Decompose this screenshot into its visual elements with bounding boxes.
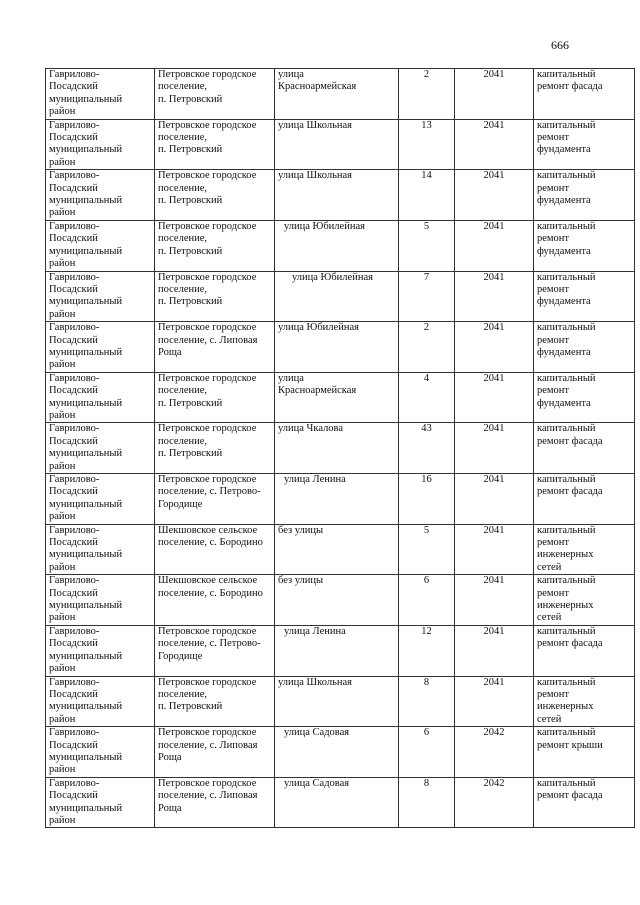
district-cell-text: Гаврилово- Посадский муниципальный район: [49, 423, 123, 472]
table-row: [46, 625, 635, 676]
year-cell-text: 2042: [483, 777, 505, 789]
year-cell-text: 2041: [483, 322, 505, 334]
house-number-cell-text: 5: [423, 220, 430, 232]
house-number-cell-text: 5: [423, 524, 430, 536]
table-row: [46, 372, 635, 423]
street-cell: [275, 676, 399, 727]
street-cell: [275, 220, 399, 271]
year-cell-text: 2041: [483, 271, 505, 283]
district-cell: [46, 625, 155, 676]
house-number-cell: [399, 119, 455, 170]
district-cell-text: Гаврилово- Посадский муниципальный район: [49, 727, 123, 776]
year-cell-text: 2041: [483, 69, 505, 80]
street-cell-text: улица Садовая: [284, 727, 350, 739]
street-cell: [275, 69, 399, 120]
house-number-cell: [399, 69, 455, 120]
street-cell: [275, 271, 399, 322]
repair-schedule-table: [45, 68, 635, 828]
year-cell: [455, 322, 534, 373]
street-cell-text: без улицы: [278, 524, 324, 536]
table-row: [46, 220, 635, 271]
district-cell: [46, 727, 155, 778]
house-number-cell: [399, 727, 455, 778]
settlement-cell: [155, 524, 275, 575]
table-row: [46, 727, 635, 778]
work-type-cell-text: капитальный ремонт инженерных сетей: [537, 524, 596, 573]
year-cell-text: 2041: [483, 676, 505, 688]
year-cell-text: 2041: [483, 372, 505, 384]
district-cell-text: Гаврилово- Посадский муниципальный район: [49, 575, 123, 624]
street-cell: [275, 777, 399, 828]
work-type-cell-text: капитальный ремонт фасада: [537, 423, 603, 447]
settlement-cell: [155, 322, 275, 373]
year-cell-text: 2041: [483, 220, 505, 232]
settlement-cell: [155, 220, 275, 271]
settlement-cell-text: Петровское городское поселение, с. Липовая Роща: [158, 777, 258, 814]
house-number-cell: [399, 575, 455, 626]
work-type-cell-text: капитальный ремонт инженерных сетей: [537, 575, 596, 624]
settlement-cell: [155, 625, 275, 676]
settlement-cell: [155, 575, 275, 626]
house-number-cell-text: 6: [423, 727, 430, 739]
street-cell: [275, 322, 399, 373]
street-cell: [275, 372, 399, 423]
district-cell: [46, 170, 155, 221]
district-cell: [46, 676, 155, 727]
house-number-cell: [399, 423, 455, 474]
district-cell: [46, 69, 155, 120]
settlement-cell-text: Петровское городское поселение, с. Петрово- Городище: [158, 625, 261, 662]
street-cell: [275, 625, 399, 676]
settlement-cell: [155, 676, 275, 727]
street-cell-text: улица Школьная: [278, 119, 352, 131]
settlement-cell: [155, 119, 275, 170]
district-cell: [46, 474, 155, 525]
settlement-cell-text: Петровское городское поселение, п. Петровский: [158, 220, 257, 257]
work-type-cell: [534, 727, 635, 778]
street-cell-text: без улицы: [278, 575, 324, 587]
district-cell: [46, 119, 155, 170]
settlement-cell-text: Петровское городское поселение, с. Липовая Роща: [158, 322, 258, 358]
work-type-cell: [534, 69, 635, 120]
street-cell: [275, 119, 399, 170]
table-body: [46, 69, 635, 828]
district-cell-text: Гаврилово- Посадский муниципальный район: [49, 676, 123, 725]
district-cell-text: Гаврилово- Посадский муниципальный район: [49, 524, 123, 573]
house-number-cell: [399, 524, 455, 575]
house-number-cell-text: 43: [421, 423, 432, 435]
year-cell-text: 2041: [483, 575, 505, 587]
page-number: 666: [551, 38, 569, 52]
house-number-cell-text: 2: [423, 69, 430, 80]
settlement-cell-text: Петровское городское поселение, п. Петровский: [158, 423, 257, 460]
work-type-cell: [534, 524, 635, 575]
district-cell-text: Гаврилово- Посадский муниципальный район: [49, 220, 123, 270]
table-row: [46, 777, 635, 828]
work-type-cell: [534, 625, 635, 676]
settlement-cell-text: Петровское городское поселение, с. Липовая Роща: [158, 727, 258, 763]
work-type-cell: [534, 119, 635, 170]
district-cell-text: Гаврилово- Посадский муниципальный район: [49, 625, 123, 675]
street-cell-text: улица Ленина: [284, 625, 346, 637]
work-type-cell: [534, 220, 635, 271]
street-cell: [275, 575, 399, 626]
table-row: [46, 170, 635, 221]
house-number-cell-text: 7: [423, 271, 430, 283]
work-type-cell: [534, 372, 635, 423]
district-cell: [46, 575, 155, 626]
house-number-cell: [399, 777, 455, 828]
year-cell-text: 2041: [483, 625, 505, 637]
year-cell: [455, 727, 534, 778]
district-cell: [46, 220, 155, 271]
table-row: [46, 474, 635, 525]
house-number-cell-text: 6: [423, 575, 430, 587]
year-cell-text: 2041: [483, 119, 505, 131]
year-cell: [455, 625, 534, 676]
house-number-cell: [399, 676, 455, 727]
district-cell-text: Гаврилово- Посадский муниципальный район: [49, 322, 123, 371]
settlement-cell-text: Петровское городское поселение, п. Петровский: [158, 372, 257, 409]
year-cell: [455, 575, 534, 626]
house-number-cell-text: 13: [421, 119, 432, 131]
settlement-cell: [155, 69, 275, 120]
settlement-cell-text: Петровское городское поселение, п. Петровский: [158, 271, 257, 308]
work-type-cell: [534, 271, 635, 322]
house-number-cell: [399, 220, 455, 271]
work-type-cell: [534, 170, 635, 221]
house-number-cell-text: 16: [421, 474, 432, 485]
year-cell-text: 2041: [483, 474, 505, 485]
settlement-cell-text: Петровское городское поселение, п. Петровский: [158, 119, 257, 156]
settlement-cell: [155, 423, 275, 474]
work-type-cell-text: капитальный ремонт фундамента: [537, 170, 596, 207]
street-cell-text: улица Школьная: [278, 676, 352, 688]
year-cell: [455, 524, 534, 575]
street-cell-text: улица Чкалова: [278, 423, 344, 435]
work-type-cell: [534, 322, 635, 373]
district-cell: [46, 271, 155, 322]
district-cell-text: Гаврилово- Посадский муниципальный район: [49, 170, 123, 219]
settlement-cell-text: Петровское городское поселение, с. Петрово- Городище: [158, 474, 261, 510]
settlement-cell: [155, 170, 275, 221]
district-cell-text: Гаврилово- Посадский муниципальный район: [49, 119, 123, 168]
year-cell: [455, 271, 534, 322]
year-cell: [455, 220, 534, 271]
table-row: [46, 524, 635, 575]
work-type-cell-text: капитальный ремонт фундамента: [537, 119, 596, 156]
street-cell: [275, 524, 399, 575]
year-cell-text: 2042: [483, 727, 505, 739]
street-cell-text: улица Садовая: [284, 777, 350, 789]
street-cell: [275, 423, 399, 474]
house-number-cell: [399, 474, 455, 525]
settlement-cell-text: Шекшовское сельское поселение, с. Бородино: [158, 524, 263, 549]
street-cell-text: улица Школьная: [278, 170, 352, 182]
street-cell-text: улица Юбилейная: [284, 220, 365, 232]
work-type-cell-text: капитальный ремонт инженерных сетей: [537, 676, 596, 725]
table-row: [46, 119, 635, 170]
settlement-cell: [155, 727, 275, 778]
settlement-cell: [155, 271, 275, 322]
work-type-cell-text: капитальный ремонт фасада: [537, 625, 603, 650]
settlement-cell-text: Петровское городское поселение, п. Петровский: [158, 170, 257, 207]
year-cell: [455, 119, 534, 170]
work-type-cell-text: капитальный ремонт фундамента: [537, 220, 596, 257]
district-cell: [46, 322, 155, 373]
settlement-cell-text: Петровское городское поселение, п. Петровский: [158, 69, 257, 105]
street-cell: [275, 170, 399, 221]
street-cell: [275, 727, 399, 778]
street-cell: [275, 474, 399, 525]
settlement-cell: [155, 372, 275, 423]
table-row: [46, 676, 635, 727]
house-number-cell-text: 2: [423, 322, 430, 334]
work-type-cell: [534, 676, 635, 727]
work-type-cell-text: капитальный ремонт фундамента: [537, 322, 596, 358]
table-row: [46, 322, 635, 373]
work-type-cell-text: капитальный ремонт фасада: [537, 777, 603, 802]
district-cell-text: Гаврилово- Посадский муниципальный район: [49, 372, 123, 421]
house-number-cell-text: 8: [423, 777, 430, 789]
house-number-cell-text: 8: [423, 676, 430, 688]
district-cell: [46, 524, 155, 575]
work-type-cell: [534, 423, 635, 474]
house-number-cell: [399, 372, 455, 423]
year-cell: [455, 372, 534, 423]
table-row: [46, 423, 635, 474]
settlement-cell-text: Шекшовское сельское поселение, с. Бородино: [158, 575, 263, 599]
district-cell-text: Гаврилово- Посадский муниципальный район: [49, 777, 123, 826]
settlement-cell-text: Петровское городское поселение, п. Петровский: [158, 676, 257, 713]
year-cell: [455, 423, 534, 474]
settlement-cell: [155, 474, 275, 525]
year-cell: [455, 170, 534, 221]
street-cell-text: улица Юбилейная: [278, 322, 359, 334]
house-number-cell: [399, 271, 455, 322]
house-number-cell: [399, 170, 455, 221]
district-cell-text: Гаврилово- Посадский муниципальный район: [49, 69, 123, 118]
year-cell-text: 2041: [483, 423, 505, 435]
year-cell: [455, 676, 534, 727]
house-number-cell: [399, 322, 455, 373]
house-number-cell-text: 12: [421, 625, 432, 637]
settlement-cell: [155, 777, 275, 828]
year-cell: [455, 777, 534, 828]
house-number-cell-text: 14: [421, 170, 432, 182]
street-cell-text: улица Юбилейная: [292, 271, 373, 283]
work-type-cell-text: капитальный ремонт фасада: [537, 474, 603, 498]
work-type-cell-text: капитальный ремонт крыши: [537, 727, 603, 751]
table-row: [46, 575, 635, 626]
district-cell: [46, 423, 155, 474]
street-cell-text: улица Красноармейская: [278, 69, 357, 93]
street-cell-text: улица Красноармейская: [278, 372, 357, 397]
district-cell: [46, 777, 155, 828]
work-type-cell: [534, 474, 635, 525]
work-type-cell-text: капитальный ремонт фундамента: [537, 372, 596, 409]
table-row: [46, 271, 635, 322]
year-cell-text: 2041: [483, 170, 505, 182]
house-number-cell: [399, 625, 455, 676]
district-cell: [46, 372, 155, 423]
work-type-cell-text: капитальный ремонт фундамента: [537, 271, 596, 308]
year-cell: [455, 69, 534, 120]
house-number-cell-text: 4: [423, 372, 430, 384]
district-cell-text: Гаврилово- Посадский муниципальный район: [49, 271, 123, 320]
year-cell: [455, 474, 534, 525]
work-type-cell-text: капитальный ремонт фасада: [537, 69, 603, 93]
year-cell-text: 2041: [483, 524, 505, 536]
work-type-cell: [534, 777, 635, 828]
table-row: [46, 69, 635, 120]
street-cell-text: улица Ленина: [284, 474, 346, 485]
work-type-cell: [534, 575, 635, 626]
district-cell-text: Гаврилово- Посадский муниципальный район: [49, 474, 123, 523]
